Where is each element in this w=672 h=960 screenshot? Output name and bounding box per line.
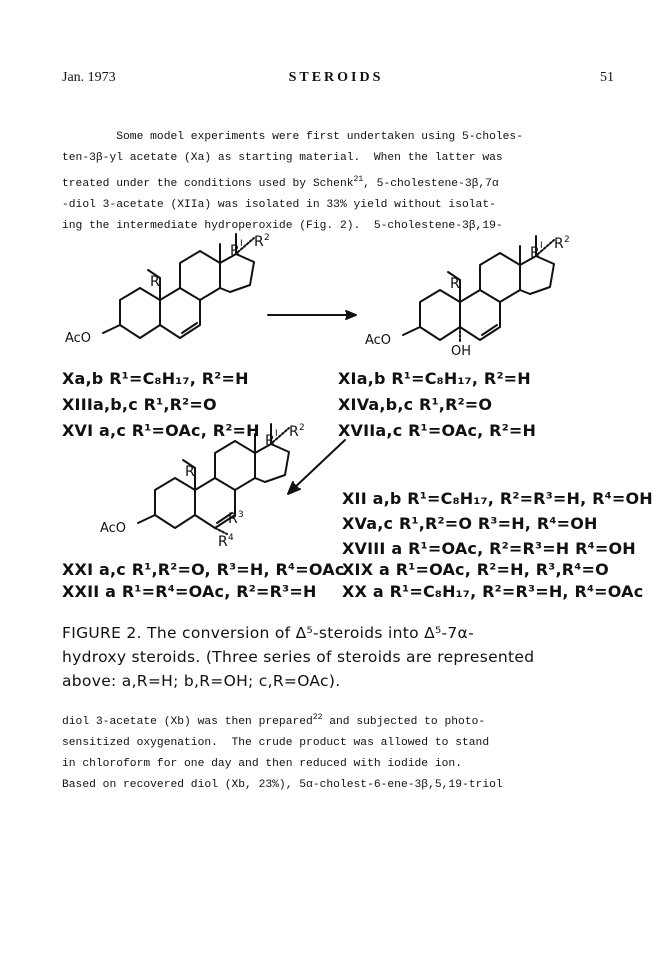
atom-label-r1-sup: I bbox=[240, 239, 243, 249]
compound-label-xxiia: XXII a R¹=R⁴=OAc, R²=R³=H bbox=[62, 582, 317, 601]
compound-label-xixa: XIX a R¹=OAc, R²=H, R³,R⁴=O bbox=[342, 560, 609, 579]
compound-label-xiiia: XIIIa,b,c R¹,R²=O bbox=[62, 395, 217, 414]
atom-label-r1: R bbox=[530, 245, 540, 261]
compound-label-xxia: XXI a,c R¹,R²=O, R³=H, R⁴=OAc bbox=[62, 560, 345, 579]
compound-label-xa: Xa,b R¹=C₈H₁₇, R²=H bbox=[62, 369, 249, 388]
text-line: treated under the conditions used by Schenk bbox=[62, 177, 354, 190]
compound-label-xia: XIa,b R¹=C₈H₁₇, R²=H bbox=[338, 369, 531, 388]
caption-line: FIGURE 2. The conversion of Δ⁵-steroids into Δ⁵-7α- bbox=[62, 624, 474, 642]
compound-label-xviia: XVIIa,c R¹=OAc, R²=H bbox=[338, 421, 537, 440]
reference-superscript: 21 bbox=[353, 175, 364, 184]
atom-label-r3: R bbox=[228, 511, 238, 527]
compound-label-xiia: XII a,b R¹=C₈H₁₇, R²=R³=H, R⁴=OH bbox=[342, 489, 653, 508]
atom-label-r4-sup: 4 bbox=[228, 533, 234, 543]
text-line: and subjected to photo- bbox=[322, 715, 486, 728]
atom-label-aco: AcO bbox=[365, 333, 392, 348]
atom-label-oh: OH bbox=[451, 344, 472, 359]
atom-label-r2-sup: 2 bbox=[264, 233, 270, 243]
atom-label-r: R bbox=[450, 276, 460, 292]
atom-label-r2: R bbox=[254, 234, 264, 250]
text-line: , 5-cholestene-3β,7α bbox=[363, 177, 499, 190]
compound-label-xviiia: XVIII a R¹=OAc, R²=R³=H R⁴=OH bbox=[342, 539, 636, 558]
text-line: in chloroform for one day and then reduced with iodide ion. bbox=[62, 757, 462, 770]
caption-line: above: a,R=H; b,R=OH; c,R=OAc). bbox=[62, 672, 341, 690]
page-number: 51 bbox=[600, 70, 614, 85]
figure-caption bbox=[62, 621, 622, 693]
atom-label-r1: R bbox=[230, 243, 240, 259]
paragraph-2 bbox=[62, 707, 614, 796]
reaction-arrow-diagonal bbox=[292, 440, 345, 490]
text-line: diol 3-acetate (Xb) was then prepared bbox=[62, 715, 313, 728]
compound-label-xiva: XIVa,b,c R¹,R²=O bbox=[338, 395, 493, 414]
atom-label-r4: R bbox=[218, 534, 228, 550]
text-line: Some model experiments were first undertaken using 5-choles- bbox=[62, 131, 523, 143]
reference-superscript: 22 bbox=[312, 713, 323, 722]
atom-label-r2-sup: 2 bbox=[299, 423, 305, 433]
text-line: sensitized oxygenation. The crude product was allowed to stand bbox=[62, 736, 490, 749]
text-line: -diol 3-acetate (XIIa) was isolated in 33% yield without isolat- bbox=[62, 198, 496, 211]
atom-label-r2: R bbox=[554, 236, 564, 252]
header-date: Jan. 1973 bbox=[62, 70, 116, 85]
caption-line: hydroxy steroids. (Three series of steroids are represented bbox=[62, 648, 535, 666]
journal-title: STEROIDS bbox=[288, 70, 384, 85]
atom-label-r: R bbox=[150, 274, 160, 290]
atom-label-r2: R bbox=[289, 424, 299, 440]
atom-label-aco: AcO bbox=[65, 331, 92, 346]
compound-label-xxa: XX a R¹=C₈H₁₇, R²=R³=H, R⁴=OAc bbox=[342, 582, 644, 601]
text-line: ten-3β-yl acetate (Xa) as starting material. When the latter was bbox=[62, 152, 503, 164]
atom-label-r3-sup: 3 bbox=[238, 510, 244, 520]
atom-label-r1-sup: I bbox=[275, 429, 278, 439]
text-line: Based on recovered diol (Xb, 23%), 5α-cholest-6-ene-3β,5,19-triol bbox=[62, 778, 503, 791]
atom-label-r1: R bbox=[265, 433, 275, 449]
atom-label-r: R bbox=[185, 464, 195, 480]
text-line: ing the intermediate hydroperoxide (Fig. 2). 5-cholestene-3β,19- bbox=[62, 219, 503, 232]
atom-label-r1-sup: I bbox=[540, 241, 543, 251]
compound-label-xva: XVa,c R¹,R²=O R³=H, R⁴=OH bbox=[342, 514, 598, 533]
compound-label-xvia: XVI a,c R¹=OAc, R²=H bbox=[62, 421, 260, 440]
atom-label-aco: AcO bbox=[100, 521, 127, 536]
atom-label-r2-sup: 2 bbox=[564, 235, 570, 245]
